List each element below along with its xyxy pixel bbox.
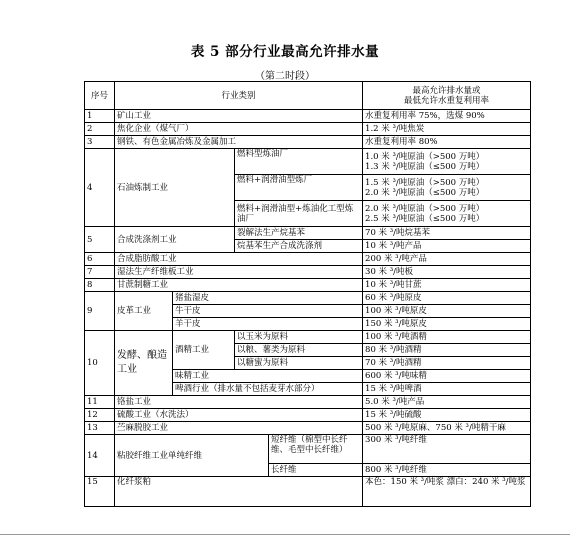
sub-sub-category: 以玉米为原料 [235,331,363,344]
row-category: 化纤浆粕 [115,477,363,507]
row-value: 本色：150 米 ³/吨浆 漂白：240 米 ³/吨浆 [363,477,531,507]
row-value: 150 米 ³/吨原皮 [363,318,531,331]
row-value: 15 米 ³/吨啤酒 [363,383,531,396]
row-value: 80 米 ³/吨酒精 [363,344,531,357]
row-category: 湿法生产纤维板工业 [115,266,363,279]
header-limit-line2: 最低允许水重复利用率 [404,95,490,106]
row-value: 100 米 ³/吨原皮 [363,305,531,318]
row-category: 铬盐工业 [115,396,363,409]
row-value: 300 米 ³/吨纤维 [363,435,531,464]
row-seq: 12 [85,409,115,422]
discharge-limits-table [84,81,531,507]
sub-category: 裂解法生产烷基苯 [235,227,363,240]
row-value: 60 米 ³/吨原皮 [363,292,531,305]
row-value: 200 米 ³/吨产品 [363,253,531,266]
header-limit [363,82,531,110]
table-row [85,136,531,149]
row-value: 500 米 ³/吨原麻、750 米 ³/吨精干麻 [363,422,531,435]
row-value: 15 米 ³/吨硫酸 [363,409,531,422]
row-seq: 11 [85,396,115,409]
value-line: 2.0 米 ³/吨原油（≤500 万吨） [365,187,485,198]
table-row [85,149,531,175]
table-row [85,435,531,464]
sub-category: 长纤维 [269,464,363,477]
row-category: 粘胶纤维工业单纯纤维 [115,435,269,477]
row-seq: 14 [85,435,115,477]
row-value: 70 米 ³/吨酒精 [363,357,531,370]
row-value: 水重复利用率 80% [363,136,531,149]
table-row [85,279,531,292]
row-value: 10 米 ³/吨甘蔗 [363,279,531,292]
row-category: 合成洗涤剂工业 [115,227,235,253]
row-category: 皮革工业 [115,292,173,331]
row-seq: 1 [85,110,115,123]
row-value: 1.2 米 ³/吨焦炭 [363,123,531,136]
bottom-divider [0,534,570,535]
table-row [85,477,531,507]
row-value: 600 米 ³/吨味精 [363,370,531,383]
table-header-row [85,82,531,110]
row-category: 矿山工业 [115,110,363,123]
table-row [85,292,531,305]
value-line: 1.3 米 ³/吨原油（≤500 万吨） [365,161,485,172]
sub-category: 啤酒行业（排水量不包括麦芽水部分） [173,383,363,396]
row-value: 100 米 ³/吨酒精 [363,331,531,344]
row-value: 800 米 ³/吨纤维 [363,464,531,477]
sub-category: 猪盐湿皮 [173,292,363,305]
row-category: 甘蔗制糖工业 [115,279,363,292]
sub-category: 短纤维（棉型中长纤维、毛型中长纤维） [269,435,363,464]
row-seq: 4 [85,149,115,227]
sub-category: 燃料+润滑油型炼厂 [235,175,363,201]
row-value: 5.0 米 ³/吨产品 [363,396,531,409]
value-line: 2.0 米 ³/吨原油（>500 万吨） [365,203,485,214]
row-seq: 13 [85,422,115,435]
row-value [363,149,531,175]
row-category: 钢铁、有色金属冶炼及金属加工 [115,136,363,149]
row-seq: 7 [85,266,115,279]
sub-category: 羊干皮 [173,318,363,331]
table-row [85,331,531,344]
row-category: 石油炼制工业 [115,149,235,227]
row-value: 30 米 ³/吨板 [363,266,531,279]
row-value: 10 米 ³/吨产品 [363,240,531,253]
row-seq: 15 [85,477,115,507]
sub-category: 味精工业 [173,370,363,383]
row-value: 70 米 ³/吨烷基苯 [363,227,531,240]
table-subtitle: （第二时段） [255,71,315,82]
sub-category: 燃料型炼油厂 [235,149,363,175]
row-seq: 8 [85,279,115,292]
row-category: 发酵、酿造工业 [115,331,173,396]
table-row [85,123,531,136]
table-row [85,253,531,266]
table-row [85,396,531,409]
table-row [85,422,531,435]
row-value [363,201,531,227]
sub-category: 烷基苯生产合成洗涤剂 [235,240,363,253]
row-category: 硫酸工业（水洗法） [115,409,363,422]
table-row [85,110,531,123]
table-row [85,227,531,240]
sub-category: 酒精工业 [173,331,235,370]
row-category: 焦化企业（煤气厂） [115,123,363,136]
value-line: 1.5 米 ³/吨原油（>500 万吨） [365,177,485,188]
row-seq: 5 [85,227,115,253]
header-seq: 序号 [85,82,115,110]
row-category: 苎麻脱胶工业 [115,422,363,435]
row-seq: 10 [85,331,115,396]
header-category: 行业类别 [115,82,363,110]
sub-category: 燃料+润滑油型+炼油化工型炼油厂 [235,201,363,227]
sub-sub-category: 以糖蜜为原料 [235,357,363,370]
row-value [363,175,531,201]
row-seq: 9 [85,292,115,331]
row-seq: 3 [85,136,115,149]
row-seq: 2 [85,123,115,136]
table-row [85,409,531,422]
sub-category: 牛干皮 [173,305,363,318]
table-title: 表 5 部分行业最高允许排水量 [190,44,380,60]
header-limit-line1: 最高允许排水量或 [412,85,481,96]
value-line: 1.0 米 ³/吨原油（>500 万吨） [365,151,485,162]
row-value: 水重复利用率 75%，选煤 90% [363,110,531,123]
row-category: 合成脂肪酸工业 [115,253,363,266]
table-row [85,266,531,279]
value-line: 2.5 米 ³/吨原油（≤500 万吨） [365,213,485,224]
row-seq: 6 [85,253,115,266]
sub-sub-category: 以粮、薯类为原料 [235,344,363,357]
